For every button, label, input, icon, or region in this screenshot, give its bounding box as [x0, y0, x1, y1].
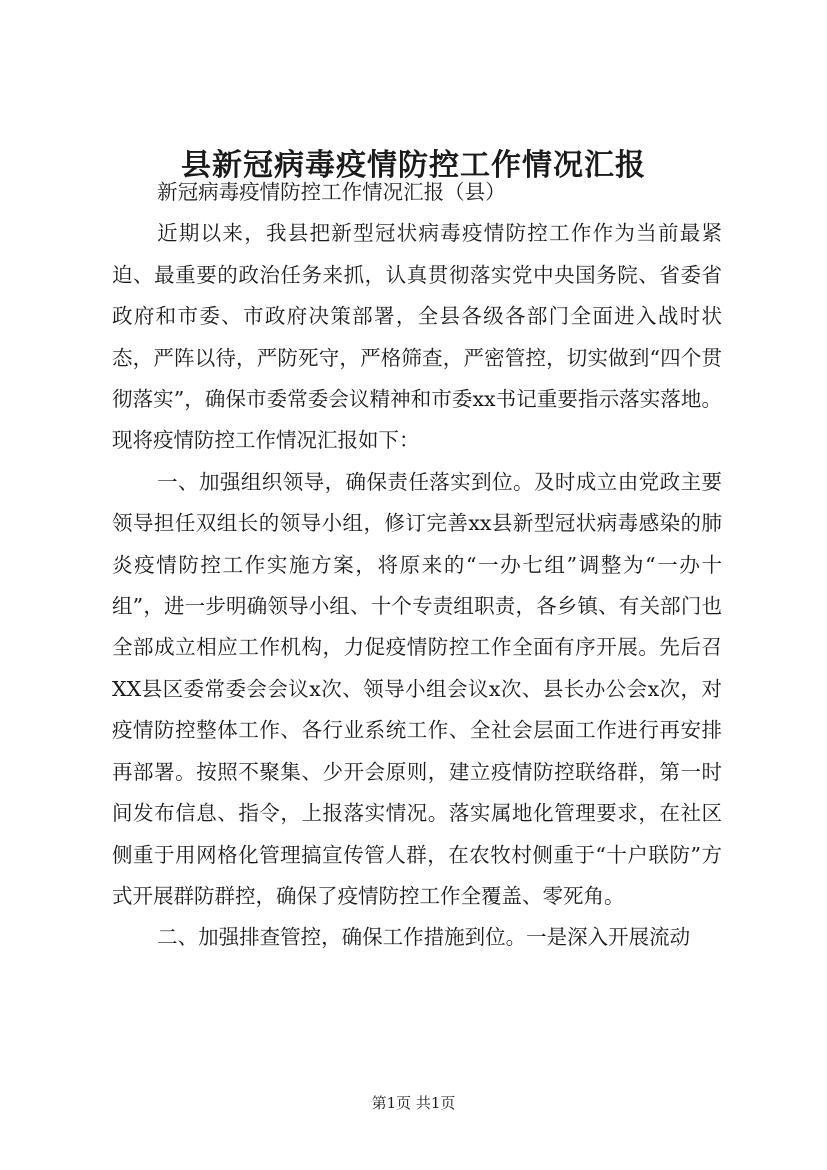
document-body: [112, 172, 722, 959]
document-title: 县新冠病毒疫情防控工作情况汇报: [181, 148, 646, 183]
section-one-paragraph: 一、加强组织领导，确保责任落实到位。及时成立由党政主要领导担任双组长的领导小组，修订完善xx县新型冠状病毒感染的肺炎疫情防控工作实施方案，将原来的“一办七组”调整为“一办十组”，进一步明确领导小组、十个专责组职责，各乡镇、有关部门也全部成立相应工作机构，力促疫情防控工作全面有序开展。先后召XX县区委常委会会议x次、领导小组会议x次、县长办公会x次，对疫情防控整体工作、各行业系统工作、全社会层面工作进行再安排再部署。按照不聚集、少开会原则，建立疫情防控联络群，第一时间发布信息、指令，上报落实情况。落实属地化管理要求，在社区侧重于用网格化管理搞宣传管人群，在农牧村侧重于“十户联防”方式开展群防群控，确保了疫情防控工作全覆盖、零死角。: [112, 469, 722, 908]
intro-paragraph: 近期以来，我县把新型冠状病毒疫情防控工作作为当前最紧迫、最重要的政治任务来抓，认真贯彻落实党中央国务院、省委省政府和市委、市政府决策部署，全县各级各部门全面进入战时状态，严阵以待，严防死守，严格筛查，严密管控，切实做到“四个贯彻落实”，确保市委常委会议精神和市委xx书记重要指示落实落地。现将疫情防控工作情况汇报如下：: [112, 221, 722, 453]
page-footer: 第1页 共1页: [371, 1094, 456, 1112]
subtitle-paragraph: 新冠病毒疫情防控工作情况汇报（县）: [157, 180, 506, 204]
section-two-paragraph: 二、加强排查管控，确保工作措施到位。一是深入开展流动: [157, 925, 691, 950]
